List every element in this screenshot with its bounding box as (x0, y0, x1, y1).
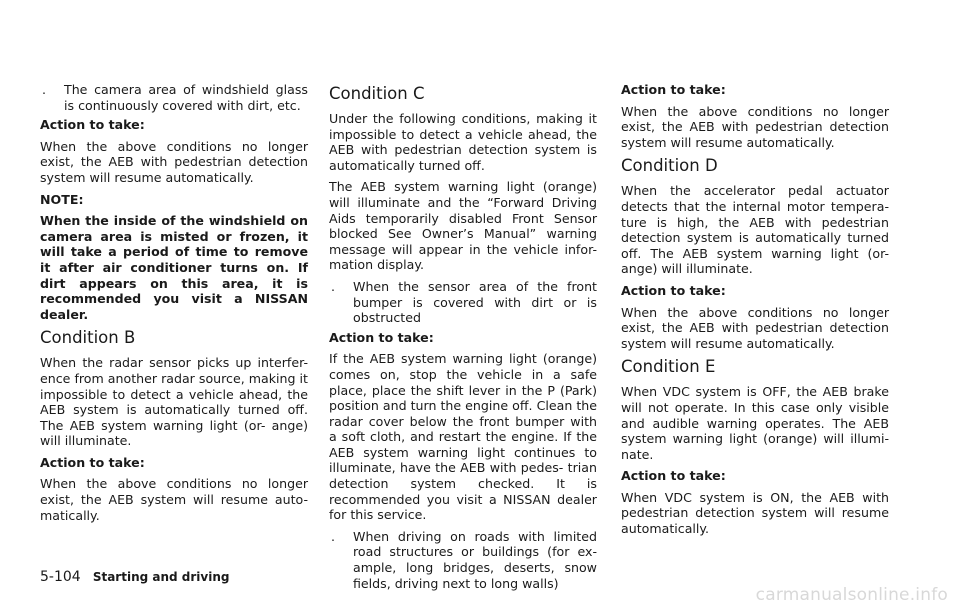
list-item-text: The camera area of windshield glass is continuously covered with dirt, etc. (64, 82, 308, 113)
action-text: If the AEB system warning light (orange) comes on, stop the vehicle in a safe place, place the shift lever in the P (Park) position and turn the engine off. Clean the radar cover below the front bumper with a soft cloth, and restart the engine. If the AEB system warning light continues to illuminate, have the AEB with pedes- trian detection system checked. It is recommended you visit a NISSAN dealer for this service. (329, 351, 597, 523)
action-label: Action to take: (40, 117, 145, 133)
action-text: When VDC system is ON, the AEB with pedestrian detection system will resume automatically. (621, 489, 889, 537)
action-text: When the above conditions no longer exist, the AEB with pedestrian detection system will resume automatically. (621, 103, 889, 150)
condition-d-text: When the accelerator pedal actuator detects that the internal motor tempera- ture is high, the AEB with pedestrian detection system is automatically turned off. The AEB system warning light (or- ange) will illuminate. (621, 183, 889, 277)
note-label: NOTE: (40, 191, 84, 207)
action-label: Action to take: (621, 282, 726, 298)
action-label: Action to take: (621, 468, 726, 484)
action-label: Action to take: (329, 329, 434, 345)
action-text: When the above conditions no longer exist, the AEB with pedestrian detection system will resume automatically. (621, 304, 889, 351)
note-text: When the inside of the windshield on camera area is misted or frozen, it will take a period of time to remove it after air conditioner turns on. If dirt appears on this area, it is recommended you visit a NISSAN dealer. (40, 213, 308, 322)
watermark: carmanualsonline.info (755, 585, 948, 605)
column-middle (329, 82, 597, 595)
column-right (621, 82, 889, 543)
condition-e-heading: Condition E (621, 357, 716, 377)
page-footer (40, 569, 229, 585)
bullet-marker: . (331, 528, 336, 544)
condition-c-heading: Condition C (329, 84, 425, 103)
condition-b-heading: Condition B (40, 328, 136, 348)
action-text: When the above conditions no longer exist, the AEB with pedestrian detection system will resume automatically. (40, 138, 308, 185)
bullet-marker: . (42, 82, 47, 97)
condition-d-heading: Condition D (621, 156, 718, 176)
list-item-text: When the sensor area of the front bumper is covered with dirt or is obstructed (353, 278, 597, 326)
condition-b-text: When the radar sensor picks up interfer- ence from another radar source, making it impossible to detect a vehicle ahead, the AEB system is automatically turned off. The AEB system warning light (or- ange) will illuminate. (40, 355, 308, 449)
column-left (40, 82, 308, 529)
action-text: When the above conditions no longer exist, the AEB system will resume auto- matically. (40, 476, 308, 523)
condition-c-warning-text: The AEB system warning light (orange) will illuminate and the “Forward Driving Aids temporarily disabled Front Sensor blocked See Owner’s Manual” warning message will appear in the vehicle infor- mation display. (329, 179, 597, 273)
action-label: Action to take: (40, 454, 145, 470)
list-item (40, 82, 308, 113)
condition-c-text: Under the following conditions, making it impossible to detect a vehicle ahead, the AEB with pedestrian detection system is automatically turned off. (329, 111, 597, 173)
page-number: 5-104 (40, 569, 81, 585)
list-item (329, 529, 597, 591)
action-label: Action to take: (621, 82, 726, 97)
list-item-text: When driving on roads with limited road structures or buildings (for ex- ample, long bridges, deserts, snow fields, driving next to long walls) (353, 528, 597, 591)
list-item (329, 279, 597, 326)
bullet-marker: . (331, 278, 336, 294)
condition-e-text: When VDC system is OFF, the AEB brake will not operate. In this case only visible and audible warning operates. The AEB system warning light (orange) will illumi- nate. (621, 384, 889, 462)
section-title: Starting and driving (92, 570, 230, 584)
